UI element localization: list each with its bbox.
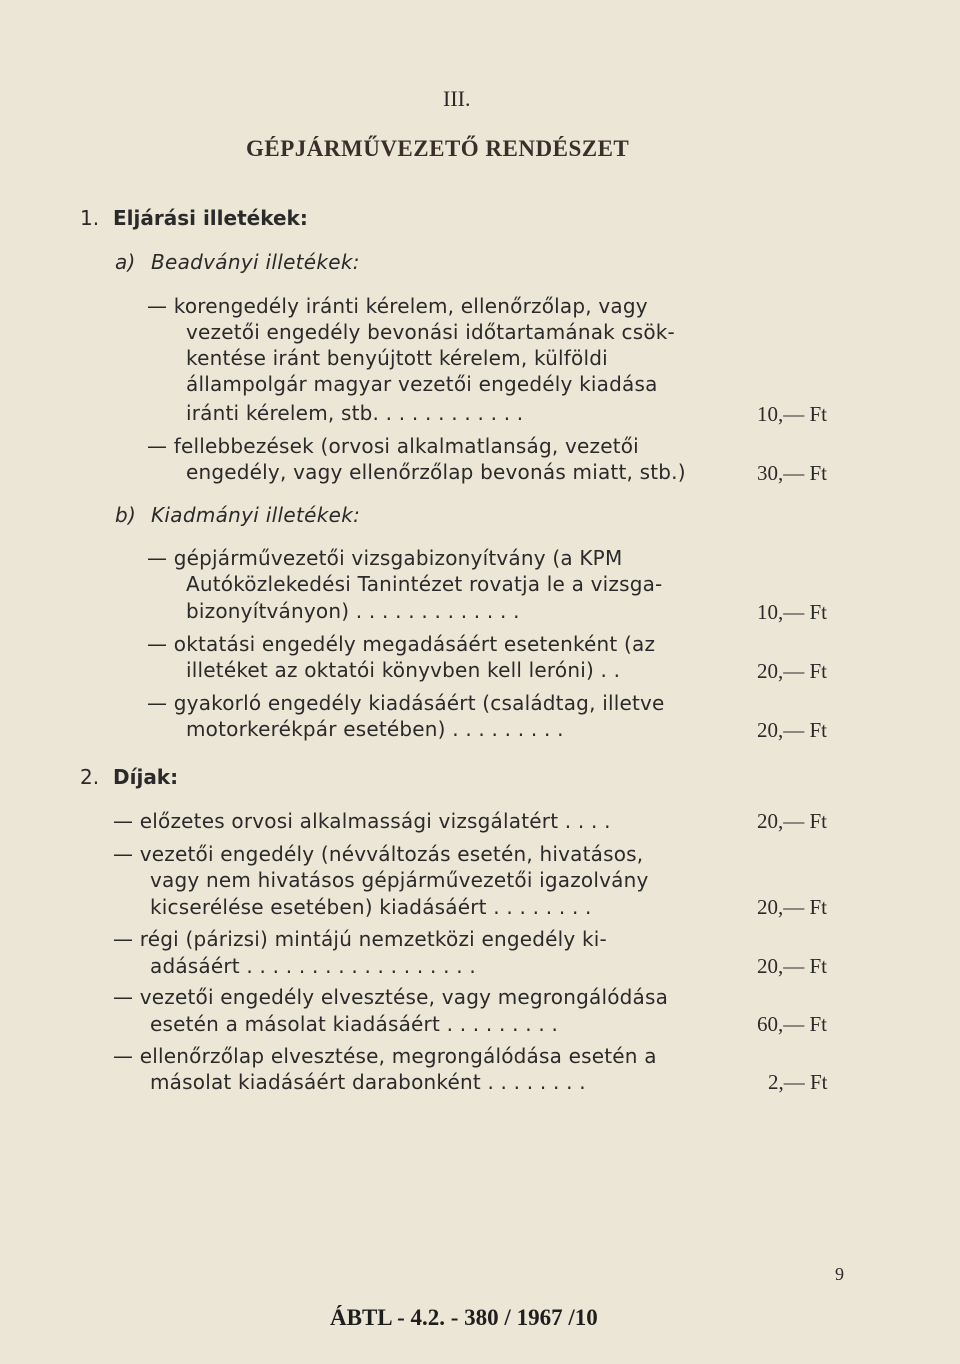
item-d3-line1: — régi (párizsi) mintájú nemzetközi engedély ki- — [113, 927, 607, 951]
subsection-a-heading: Beadványi illetékek: — [151, 250, 360, 274]
item-d2-line1: — vezetői engedély (névváltozás esetén, hivatásos, — [113, 842, 644, 866]
section-1-heading: Eljárási illetékek: — [113, 206, 308, 230]
item-a1-line4: állampolgár magyar vezetői engedély kiadása — [186, 372, 658, 396]
item-a1-line1: — korengedély iránti kérelem, ellenőrzőlap, vagy — [147, 294, 648, 318]
item-d3-line2: adásáért . . . . . . . . . . . . . . . . . . — [150, 954, 476, 978]
item-d1-line1: — előzetes orvosi alkalmassági vizsgálatért . . . . — [113, 809, 611, 833]
item-b2-amount: 20,— Ft — [757, 659, 828, 683]
item-b1-line2: Autóközlekedési Tanintézet rovatja le a vizsga- — [186, 572, 663, 596]
section-2-heading: Díjak: — [113, 765, 179, 789]
item-d5-amount: 2,— Ft — [768, 1070, 828, 1094]
section-roman-numeral: III. — [443, 86, 471, 111]
item-a1-line3: kentése iránt benyújtott kérelem, külföldi — [186, 346, 608, 370]
item-a2-line1: — fellebbezések (orvosi alkalmatlanság, vezetői — [147, 434, 639, 458]
item-a2-line2: engedély, vagy ellenőrzőlap bevonás miatt, stb.) — [186, 460, 686, 484]
item-d2-line3: kicserélése esetében) kiadásáért . . . . . . . . — [150, 895, 592, 919]
item-b3-line2: motorkerékpár esetében) . . . . . . . . . — [186, 717, 564, 741]
item-d4-line2: esetén a másolat kiadásáért . . . . . . . . . — [150, 1012, 559, 1036]
item-d1-amount: 20,— Ft — [757, 809, 828, 833]
item-a1-amount: 10,— Ft — [757, 402, 828, 426]
item-d2-amount: 20,— Ft — [757, 895, 828, 919]
subsection-a-label: a) — [115, 250, 136, 274]
item-a2-amount: 30,— Ft — [757, 461, 828, 485]
page-number: 9 — [835, 1264, 844, 1284]
section-1-number: 1. — [80, 206, 100, 230]
item-a1-line2: vezetői engedély bevonási időtartamának csök- — [186, 320, 675, 344]
subsection-b-heading: Kiadmányi illetékek: — [151, 503, 361, 527]
item-b3-amount: 20,— Ft — [757, 718, 828, 742]
item-d5-line1: — ellenőrzőlap elvesztése, megrongálódása esetén a — [113, 1044, 657, 1068]
item-b3-line1: — gyakorló engedély kiadásáért (családtag, illetve — [147, 691, 665, 715]
item-b1-line1: — gépjárművezetői vizsgabizonyítvány (a KPM — [147, 546, 623, 570]
item-d3-amount: 20,— Ft — [757, 954, 828, 978]
item-d2-line2: vagy nem hivatásos gépjárművezetői igazolvány — [150, 868, 649, 892]
item-b1-amount: 10,— Ft — [757, 600, 828, 624]
item-a1-line5: iránti kérelem, stb. . . . . . . . . . . . — [186, 401, 524, 425]
section-2-number: 2. — [80, 765, 100, 789]
item-b2-line1: — oktatási engedély megadásáért esetenként (az — [147, 632, 656, 656]
archive-reference-footer: ÁBTL - 4.2. - 380 / 1967 /10 — [330, 1305, 598, 1330]
item-d4-amount: 60,— Ft — [757, 1012, 828, 1036]
item-d5-line2: másolat kiadásáért darabonként . . . . . . . . — [150, 1070, 586, 1094]
item-b2-line2: illetéket az oktatói könyvben kell leróni) . . — [186, 658, 621, 682]
item-b1-line3: bizonyítványon) . . . . . . . . . . . . . — [186, 599, 520, 623]
subsection-b-label: b) — [115, 503, 137, 527]
page-title: GÉPJÁRMŰVEZETŐ RENDÉSZET — [246, 136, 630, 161]
item-d4-line1: — vezetői engedély elvesztése, vagy megrongálódása — [113, 985, 669, 1009]
